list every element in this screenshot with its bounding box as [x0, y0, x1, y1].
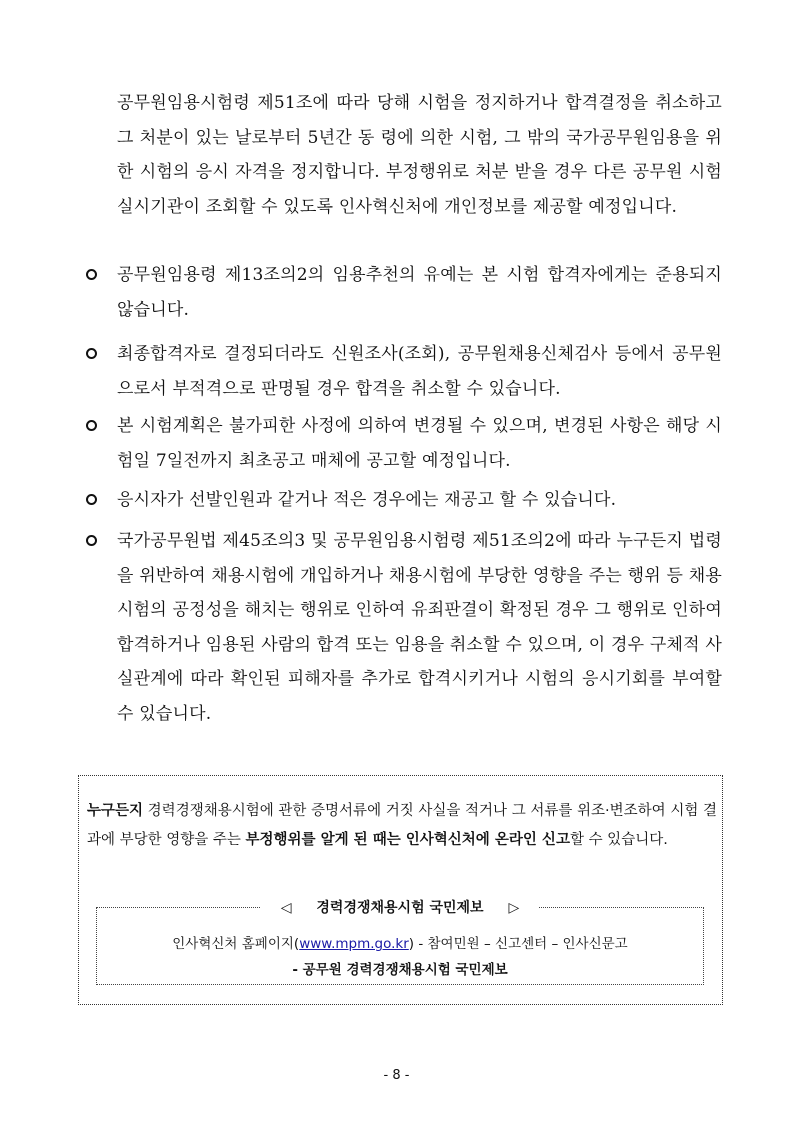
continuation-paragraph: 공무원임용시험령 제51조에 따라 당해 시험을 정지하거나 합격결정을 취소하고 그 처분이 있는 날로부터 5년간 동 령에 의한 시험, 그 밖의 국가공무원임용을 위한 시험의 응시 자격을 정지합니다. 부정행위로 처분 받을 경우 다른 공무원 시험 실시기관이 조회할 수 있도록 인사혁신처에 개인정보를 제공할 예정입니다.: [117, 93, 722, 217]
hollow-circle-bullet-icon: [86, 494, 97, 505]
report-path-final: - 공무원 경력경쟁채용시험 국민제보: [292, 962, 508, 978]
bullet-text: 최종합격자로 결정되더라도 신원조사(조회), 공무원채용신체검사 등에서 공무원으로서 부적격으로 판명될 경우 합격을 취소할 수 있습니다.: [117, 344, 722, 399]
report-channel-title: [97, 897, 703, 917]
bullet-text: 본 시험계획은 불가피한 사정에 의하여 변경될 수 있으며, 변경된 사항은 해당 시험일 7일전까지 최초공고 매체에 공고할 예정입니다.: [117, 416, 722, 471]
notice-emphasis: 부정행위를 알게 된 때는 인사혁신처에 온라인 신고: [245, 832, 570, 848]
right-triangle-icon: ▷: [498, 900, 529, 916]
notice-lead-bold: 누구든지: [87, 803, 144, 819]
notice-text-part2: 할 수 있습니다.: [569, 832, 668, 848]
report-channel-title-text: 경력경쟁채용시험 국민제보: [306, 900, 493, 916]
mpm-homepage-link[interactable]: www.mpm.go.kr: [299, 936, 409, 952]
report-notice-box: [78, 775, 723, 1005]
hollow-circle-bullet-icon: [86, 420, 97, 431]
notice-text: [87, 797, 717, 855]
bullet-item: [86, 524, 722, 731]
bullet-text: 공무원임용령 제13조의2의 임용추천의 유예는 본 시험 합격자에게는 준용되지 않습니다.: [117, 265, 722, 320]
bullet-item: [86, 483, 722, 518]
notice-text-part1: 경력경쟁채용시험에 관한 증명서류에 거짓 사실을 적거나 그 서류를 위조·변조하여 시험 결과에 부당한 영향을 주는: [87, 803, 717, 848]
bullet-text: 국가공무원법 제45조의3 및 공무원임용시험령 제51조의2에 따라 누구든지 법령을 위반하여 채용시험에 개입하거나 채용시험에 부당한 영향을 주는 행위 등 채용시험의 공정성을 해치는 행위로 인하여 유죄판결이 확정된 경우 그 행위로 인하여 합격하거나 임용된 사람의 합격 또는 임용을 취소할 수 있으며, 이 경우 구체적 사실관계에 따라 확인된 피해자를 추가로 합격시키거나 시험의 응시기회를 부여할 수 있습니다.: [117, 531, 722, 724]
report-path-line: [97, 932, 703, 952]
report-path-prefix: 인사혁신처 홈페이지(: [172, 936, 300, 952]
hollow-circle-bullet-icon: [86, 348, 97, 359]
hollow-circle-bullet-icon: [86, 269, 97, 280]
report-channel-box: [96, 900, 704, 985]
bullet-text: 응시자가 선발인원과 같거나 적은 경우에는 재공고 할 수 있습니다.: [117, 490, 617, 510]
bullet-item: [86, 337, 722, 406]
left-triangle-icon: ◁: [271, 900, 302, 916]
hollow-circle-bullet-icon: [86, 535, 97, 546]
bullet-item: [86, 409, 722, 478]
report-path-suffix: ) - 참여민원 – 신고센터 – 인사신문고: [408, 936, 628, 952]
page-number: - 8 -: [383, 1068, 410, 1083]
bullet-item: [86, 258, 722, 327]
